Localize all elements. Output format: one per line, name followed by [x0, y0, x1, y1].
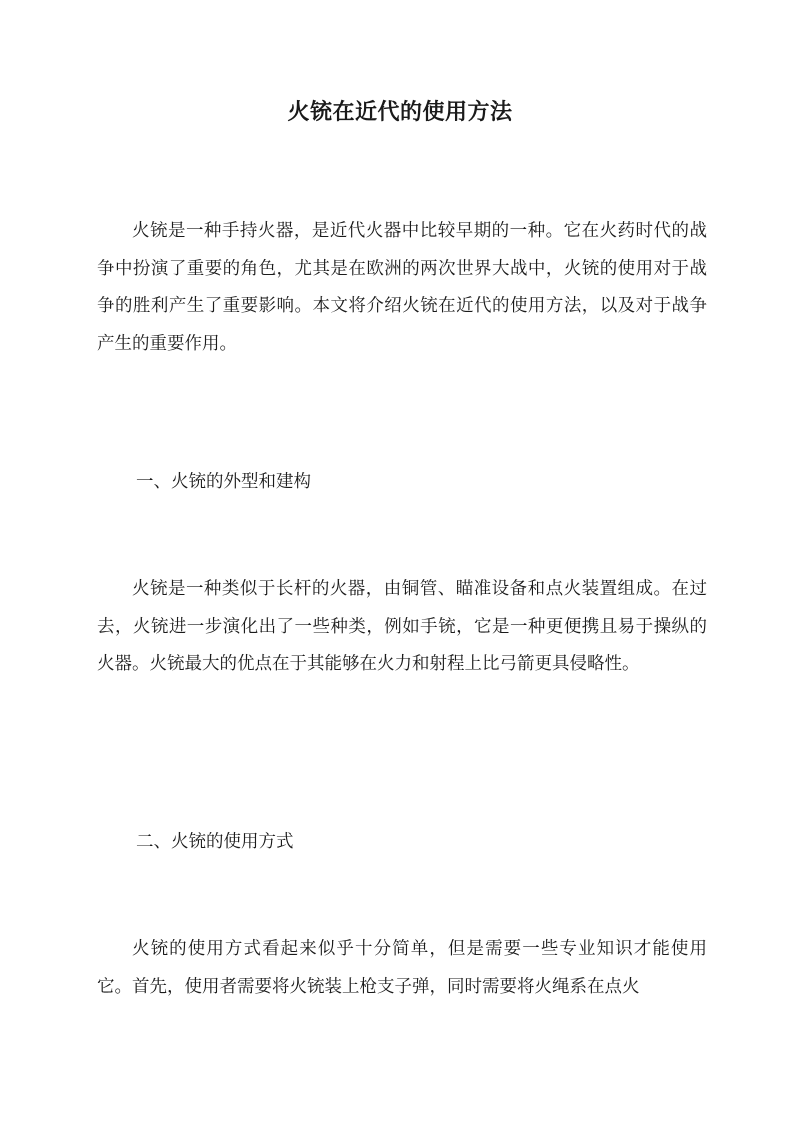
section-paragraph: 火铳是一种类似于长杆的火器，由铜管、瞄准设备和点火装置组成。在过去，火铳进一步演化出了一些种类，例如手铳，它是一种更便携且易于操纵的火器。火铳最大的优点在于其能够在火力和射程上比弓箭更具侵略性。: [97, 579, 707, 674]
document-title: 火铳在近代的使用方法: [287, 99, 513, 125]
section-paragraph: 火铳的使用方式看起来似乎十分简单，但是需要一些专业知识才能使用它。首先，使用者需要将火铳装上枪支子弹，同时需要将火绳系在点火: [97, 939, 707, 997]
intro-paragraph: 火铳是一种手持火器，是近代火器中比较早期的一种。它在火药时代的战争中扮演了重要的角色，尤其是在欧洲的两次世界大战中，火铳的使用对于战争的胜利产生了重要影响。本文将介绍火铳在近代的使用方法，以及对于战争产生的重要作用。: [97, 221, 707, 354]
section-heading: 二、火铳的使用方式: [136, 832, 294, 852]
section-heading: 一、火铳的外型和建构: [136, 472, 311, 492]
